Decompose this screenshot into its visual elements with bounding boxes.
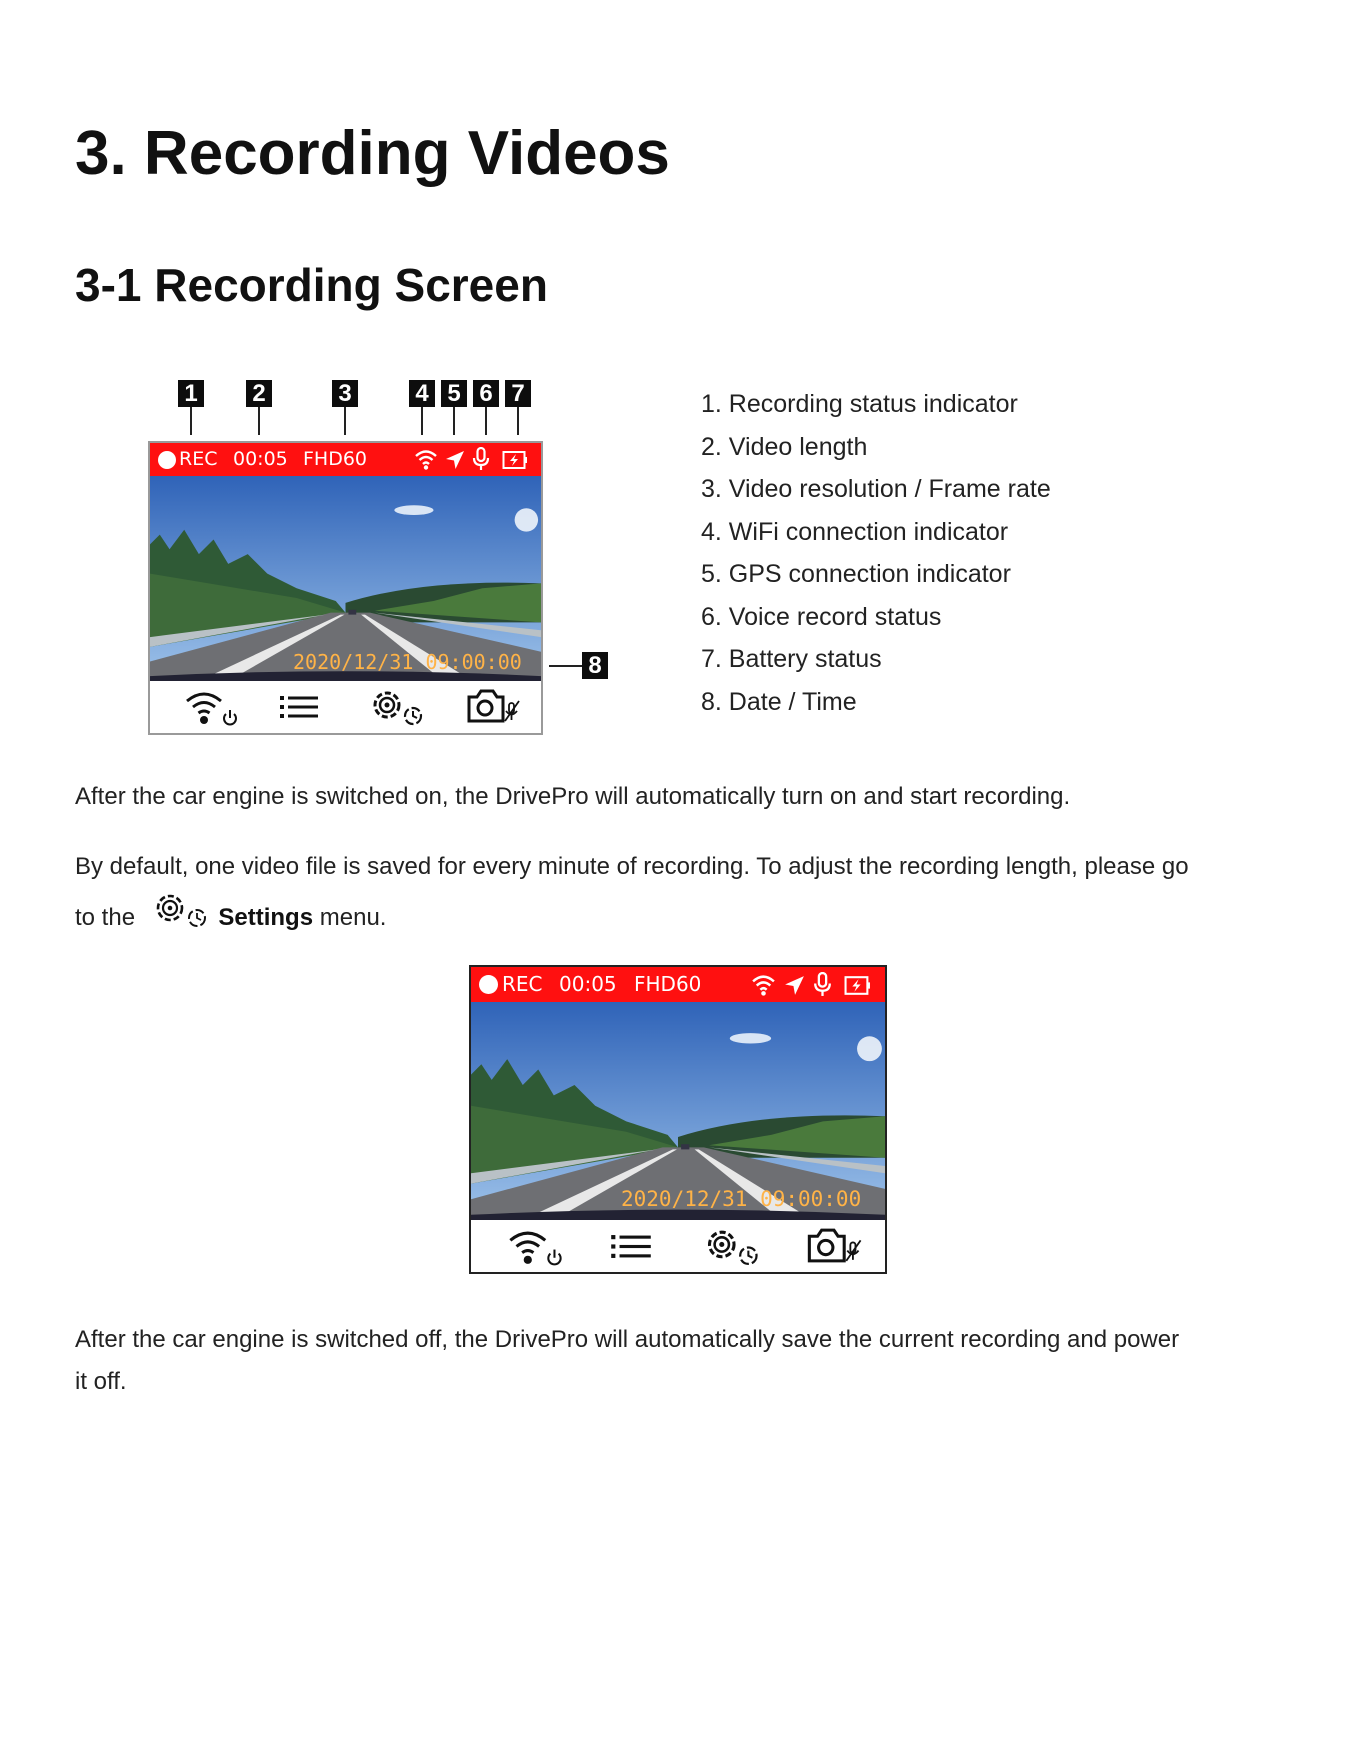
camera-mic-icon[interactable] — [807, 1226, 865, 1267]
legend-item: 8. Date / Time — [701, 687, 857, 716]
video-length: 00:05 — [233, 448, 288, 470]
legend-list — [701, 389, 1051, 729]
rec-dot-icon — [479, 975, 498, 994]
marker-line-7 — [517, 407, 519, 435]
wifi-power-icon[interactable] — [507, 1228, 565, 1267]
wifi-power-icon[interactable] — [184, 689, 240, 727]
settings-menu-label: Settings — [218, 904, 314, 931]
microphone-icon — [472, 447, 490, 471]
battery-icon — [844, 975, 871, 996]
paragraph-engine-on: After the car engine is switched on, the DrivePro will automatically turn on and start recording. — [75, 783, 1071, 810]
battery-icon — [502, 450, 528, 470]
settings-gear-icon[interactable] — [703, 1224, 761, 1269]
paragraph-engine-off-line2: it off. — [75, 1368, 127, 1395]
video-length: 00:05 — [559, 972, 617, 996]
text-menu: menu. — [319, 904, 387, 931]
camera-view — [471, 1002, 885, 1220]
recording-screen-diagram — [148, 441, 543, 735]
settings-gear-inline-icon — [149, 891, 213, 931]
marker-line-5 — [453, 407, 455, 435]
marker-line-3 — [344, 407, 346, 435]
gps-arrow-icon — [783, 975, 806, 996]
wifi-icon — [751, 973, 776, 996]
legend-item: 5. GPS connection indicator — [701, 560, 1011, 588]
marker-8: 8 — [582, 652, 608, 679]
marker-line-6 — [485, 407, 487, 435]
rec-dot-icon — [158, 451, 176, 469]
legend-item: 2. Video length — [701, 432, 868, 461]
marker-7: 7 — [505, 380, 531, 407]
status-bar — [150, 443, 541, 476]
menu-list-icon[interactable] — [280, 695, 318, 719]
rec-label: REC — [502, 972, 543, 996]
resolution-label: FHD60 — [303, 448, 368, 470]
legend-item: 6. Voice record status — [701, 602, 942, 631]
marker-line-8 — [549, 665, 582, 667]
recording-screen-example — [469, 965, 887, 1274]
settings-gear-icon[interactable] — [369, 685, 425, 729]
resolution-label: FHD60 — [634, 972, 702, 996]
timestamp-overlay: 2020/12/31 09:00:00 — [621, 1187, 862, 1211]
marker-3: 3 — [332, 380, 358, 407]
marker-line-2 — [258, 407, 260, 435]
legend-item: 1. Recording status indicator — [701, 390, 1018, 418]
microphone-icon — [813, 972, 832, 997]
legend-item: 3. Video resolution / Frame rate — [701, 475, 1051, 503]
section-title: 3-1 Recording Screen — [75, 259, 548, 311]
wifi-icon — [414, 448, 438, 470]
screen-toolbar — [471, 1220, 885, 1272]
menu-list-icon[interactable] — [611, 1234, 651, 1259]
screen-toolbar — [150, 681, 541, 733]
camera-mic-icon[interactable] — [467, 687, 523, 727]
marker-5: 5 — [441, 380, 467, 407]
timestamp-overlay: 2020/12/31 09:00:00 — [293, 650, 522, 674]
paragraph-default-line1: By default, one video file is saved for every minute of recording. To adjust the recording length, please go — [75, 853, 1189, 880]
marker-line-4 — [421, 407, 423, 435]
marker-6: 6 — [473, 380, 499, 407]
marker-4: 4 — [409, 380, 435, 407]
paragraph-default-line2 — [75, 906, 386, 930]
legend-item: 7. Battery status — [701, 645, 882, 673]
legend-item: 4. WiFi connection indicator — [701, 517, 1009, 546]
marker-line-1 — [190, 407, 192, 435]
marker-2: 2 — [246, 380, 272, 407]
status-bar — [471, 967, 885, 1002]
paragraph-engine-off-line1: After the car engine is switched off, the DrivePro will automatically save the current recording and power — [75, 1326, 1180, 1353]
marker-1: 1 — [178, 380, 204, 407]
camera-view — [150, 476, 541, 681]
rec-label: REC — [179, 448, 218, 470]
text-to-the: to the — [75, 904, 136, 931]
page-title: 3. Recording Videos — [75, 119, 670, 188]
gps-arrow-icon — [444, 450, 466, 470]
